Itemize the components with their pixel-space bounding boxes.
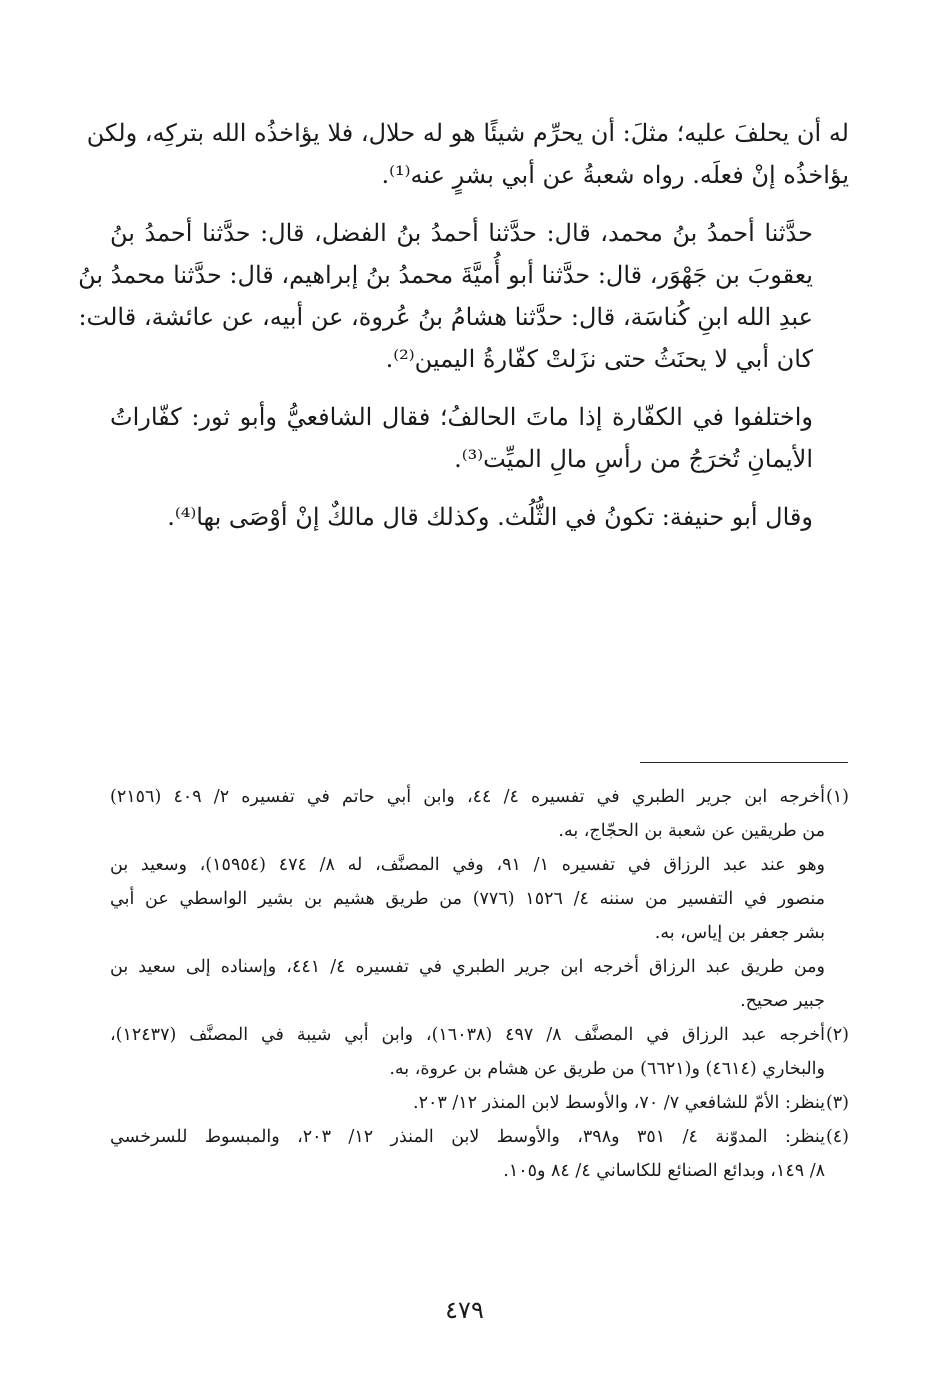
text-line: حدَّثنا أحمدُ بنُ محمد، قال: حدَّثنا أحمدُ بنُ الفضل، قال: حدَّثنا أحمدُ بنُ <box>110 219 813 247</box>
footnote-number: (١) <box>825 787 849 807</box>
footnote-line: ينظر: المدوّنة ٤/ ٣٥١ و٣٩٨، والأوسط لابن المنذر ١٢/ ٢٠٣، والمبسوط للسرخسي <box>110 1127 826 1147</box>
footnote-line: منصور في التفسير من سننه ٤/ ١٥٢٦ (٧٧٦) من طريق هشيم بن بشير الواسطي عن أبي <box>110 889 826 909</box>
text-line: له أن يحلفَ عليه؛ مثلَ: أن يحرِّم شيئًا هو له حلال، فلا يؤاخذُه الله بتركِه، ولكن <box>86 119 849 147</box>
footnote-line: أخرجه ابن جرير الطبري في تفسيره ٤/ ٤٤، وابن أبي حاتم في تفسيره ٢/ ٤٠٩ (٢١٥٦) <box>110 787 825 807</box>
page-number: ٤٧٩ <box>445 1296 484 1324</box>
footnote-4 <box>110 1120 849 1188</box>
footnote-line: بشر جعفر بن إياس، به. <box>654 923 825 943</box>
footnote-line: من طريقين عن شعبة بن الحجّاج، به. <box>558 821 825 841</box>
paragraph-2 <box>78 212 849 380</box>
main-text <box>78 112 849 554</box>
footnote-line: والبخاري (٤٦١٤) و(٦٦٢١) من طريق عن هشام بن عروة، به. <box>389 1059 825 1079</box>
footnote-line: وهو عند عبد الرزاق في تفسيره ١/ ٩١، وفي المصنَّف، له ٨/ ٤٧٤ (١٥٩٥٤)، وسعيد بن <box>110 855 825 875</box>
footnote-3 <box>110 1086 849 1120</box>
footnote-line: ينظر: الأمّ للشافعي ٧/ ٧٠، والأوسط لابن المنذر ١٢/ ٢٠٣. <box>413 1093 825 1113</box>
footnote-number: (٤) <box>825 1127 849 1147</box>
footnotes <box>110 780 849 1188</box>
footnote-2 <box>110 1018 849 1086</box>
text-line: عبدِ الله ابنِ كُناسَة، قال: حدَّثنا هشامُ بنُ عُروة، عن أبيه، عن عائشة، قالت: <box>78 303 813 331</box>
footnote-line: ومن طريق عبد الرزاق أخرجه ابن جرير الطبري في تفسيره ٤/ ٤٤١، وإسناده إلى سعيد بن <box>110 957 825 977</box>
paragraph-4 <box>110 496 849 538</box>
footnote-separator <box>640 762 848 763</box>
footnote-1 <box>110 780 849 1018</box>
footnote-line: ٨/ ١٤٩، وبدائع الصنائع للكاساني ٤/ ٨٤ و١٠٥. <box>503 1161 825 1181</box>
text-line: وقال أبو حنيفة: تكونُ في الثُّلُث. وكذلك قال مالكٌ إنْ أوْصَى بها⁽⁴⁾. <box>167 503 813 531</box>
text-line: الأيمانِ تُخرَجُ من رأسِ مالِ الميِّت⁽³⁾. <box>454 445 813 473</box>
text-line: يؤاخذُه إنْ فعلَه. رواه شعبةُ عن أبي بشرٍ عنه⁽¹⁾. <box>381 161 849 189</box>
footnote-number: (٢) <box>825 1025 849 1045</box>
footnote-line: أخرجه عبد الرزاق في المصنَّف ٨/ ٤٩٧ (١٦٠٣٨)، وابن أبي شيبة في المصنَّف (١٢٤٣٧)، <box>110 1025 825 1045</box>
paragraph-3 <box>110 396 849 480</box>
paragraph-1 <box>86 112 849 196</box>
text-line: يعقوبَ بن جَهْوَر، قال: حدَّثنا أبو أُميَّةَ محمدُ بنُ إبراهيم، قال: حدَّثنا محمدُ بنُ <box>78 261 813 289</box>
footnote-number: (٣) <box>825 1093 849 1113</box>
text-line: واختلفوا في الكفّارة إذا ماتَ الحالفُ؛ فقال الشافعيُّ وأبو ثور: كفّاراتُ <box>110 403 813 431</box>
footnote-line: جبير صحيح. <box>740 991 825 1011</box>
text-line: كان أبي لا يحنَثُ حتى نزَلتْ كفّارةُ اليمين⁽²⁾. <box>385 345 813 373</box>
